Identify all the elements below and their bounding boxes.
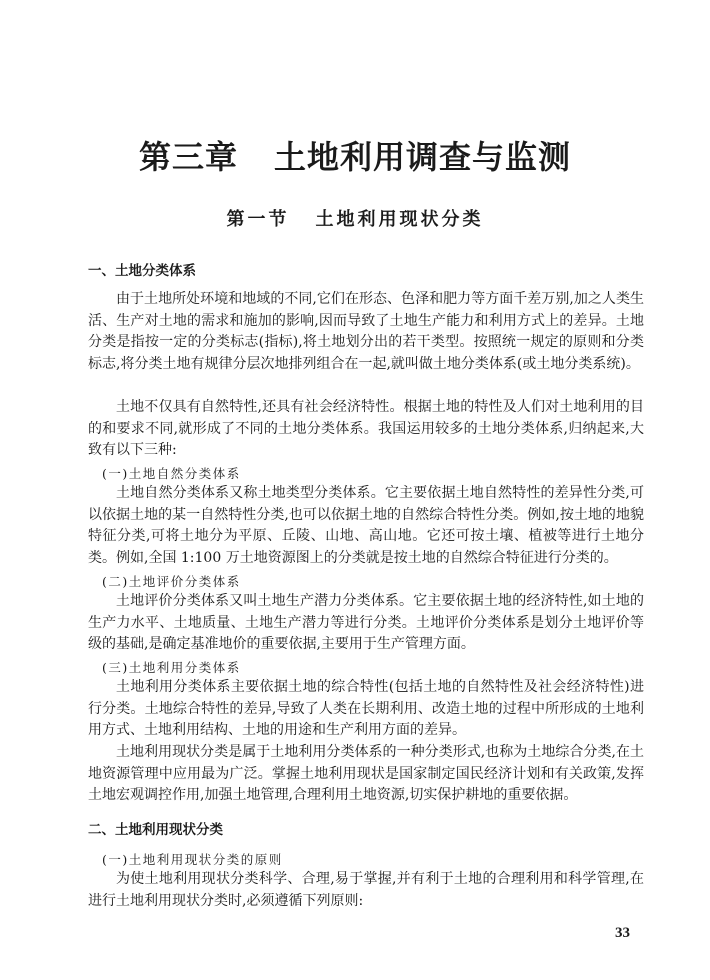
paragraph: 由于土地所处环境和地域的不同,它们在形态、色泽和肥力等方面千差万别,加之人类生活、生产对土地的需求和施加的影响,因而导致了土地生产能力和利用方式上的差异。土地分类是指按一定的分类标志(指标),将土地划分出的若干类型。按照统一规定的原则和分类标志,将分类土地有规律分层次地排列组合在一起,就叫做土地分类体系(或土地分类系统)。 [88, 291, 644, 372]
paragraph: 为使土地利用现状分类科学、合理,易于掌握,并有利于土地的合理利用和科学管理,在进行土地利用现状分类时,必须遵循下列原则: [88, 871, 644, 909]
subheading-natural-classification: (一)土地自然分类体系 [102, 466, 241, 481]
paragraph: 土地利用现状分类是属于土地利用分类体系的一种分类形式,也称为土地综合分类,在土地资源管理中应用最为广泛。掌握土地利用现状是国家制定国民经济计划和有关政策,发挥土地宏观调控作用,加强土地管理,合理利用土地资源,切实保护耕地的重要依据。 [88, 744, 644, 804]
heading-current-use-classification: 二、土地利用现状分类 [88, 822, 223, 838]
section-number: 第一节 [226, 209, 290, 230]
paragraph: 土地利用分类体系主要依据土地的综合特性(包括土地的自然特性及社会经济特性)进行分类。土地综合特性的差异,导致了人类在长期利用、改造土地的过程中所形成的土地利用方式、土地利用结构、土地的用途和生产利用方面的差异。 [88, 679, 644, 739]
paragraph: 土地自然分类体系又称土地类型分类体系。它主要依据土地自然特性的差异性分类,可以依据土地的某一自然特性分类,也可以依据土地的自然综合特性分类。例如,按土地的地貌特征分类,可将土地分为平原、丘陵、山地、高山地。它还可按土壤、植被等进行土地分类。例如,全国 1:100 万土地资源图上的分类就是按土地的自然综合特征进行分类的。 [88, 485, 644, 566]
subheading-classification-principles: (一)土地利用现状分类的原则 [102, 852, 283, 867]
page-number: 33 [615, 925, 630, 941]
subheading-evaluation-classification: (二)土地评价分类体系 [102, 574, 241, 589]
chapter-name: 土地利用调查与监测 [274, 138, 572, 176]
heading-land-classification-system: 一、土地分类体系 [88, 263, 196, 279]
section-title [0, 205, 710, 231]
chapter-title [0, 132, 710, 178]
section-name: 土地利用现状分类 [315, 209, 484, 230]
paragraph: 土地不仅具有自然特性,还具有社会经济特性。根据土地的特性及人们对土地利用的目的和要求不同,就形成了不同的土地分类体系。我国运用较多的土地分类体系,归纳起来,大致有以下三种: [88, 399, 644, 459]
chapter-number: 第三章 [138, 138, 238, 176]
subheading-use-classification: (三)土地利用分类体系 [102, 660, 241, 675]
paragraph: 土地评价分类体系又叫土地生产潜力分类体系。它主要依据土地的经济特性,如土地的生产力水平、土地质量、土地生产潜力等进行分类。土地评价分类体系是划分土地评价等级的基础,是确定基准地价的重要依据,主要用于生产管理方面。 [88, 593, 644, 653]
